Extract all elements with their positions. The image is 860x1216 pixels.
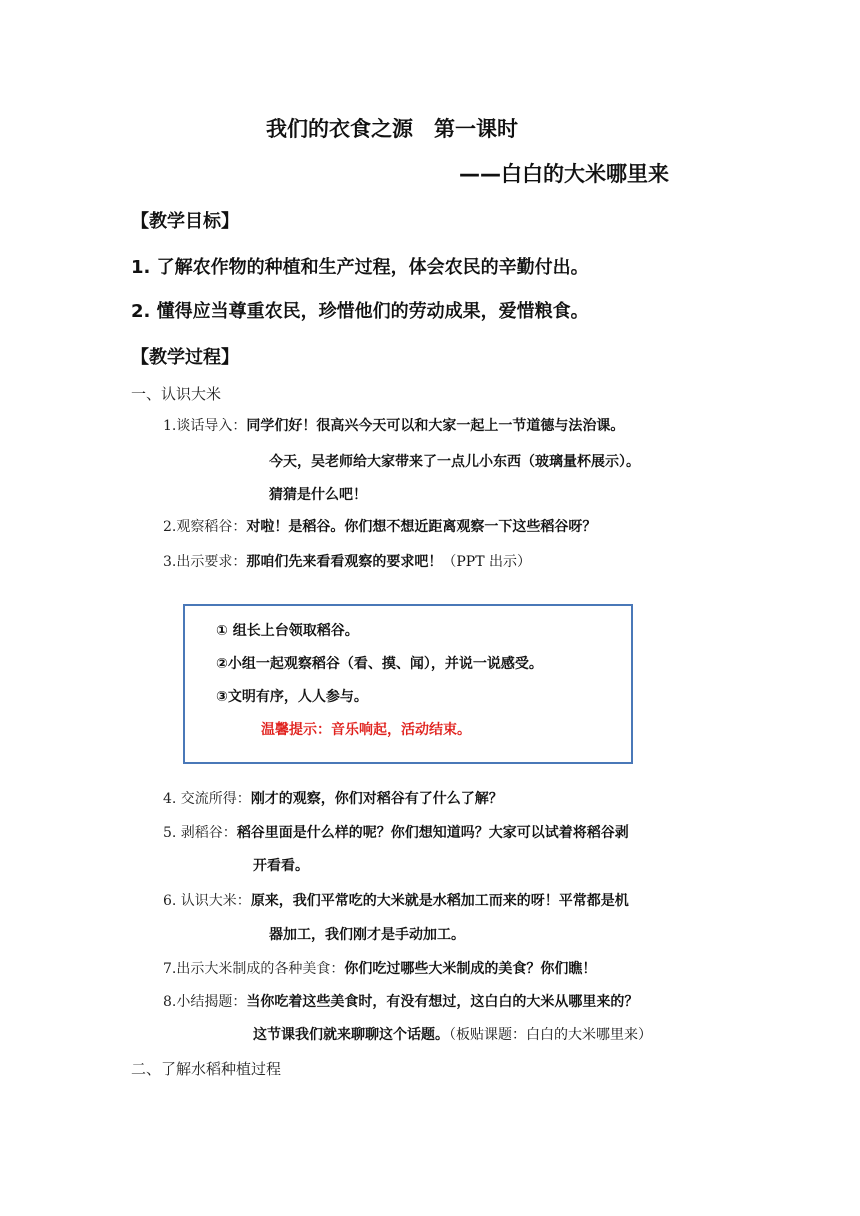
requirement-3: ③文明有序，人人参与。 [216, 689, 368, 705]
step-label: 4. 交流所得： [163, 791, 251, 807]
step-text: 那咱们先来看看观察的要求吧！ [246, 554, 443, 570]
step-text: 你们吃过哪些大米制成的美食？你们瞧！ [344, 961, 597, 977]
step-2 [163, 516, 596, 536]
process-heading: 【教学过程】 [131, 347, 239, 368]
step-5 [163, 822, 629, 842]
step-text: 稻谷里面是什么样的呢？你们想知道吗？大家可以试着将稻谷剥 [236, 825, 629, 841]
step-label: 8.小结揭题： [163, 994, 247, 1010]
goal-item-1: 1. 了解农作物的种植和生产过程，体会农民的辛勤付出。 [131, 257, 589, 278]
step-8 [163, 991, 638, 1011]
step-label: 3.出示要求： [163, 554, 247, 570]
requirement-1: ① 组长上台领取稻谷。 [216, 623, 359, 639]
step-6 [163, 890, 629, 910]
step-5-line-2: 开看看。 [253, 858, 309, 874]
step-8-line-2 [253, 1024, 652, 1044]
document-subtitle: ——白白的大米哪里来 [459, 162, 669, 186]
requirement-2: ②小组一起观察稻谷（看、摸、闻），并说一说感受。 [216, 656, 543, 672]
step-note: （PPT 出示） [442, 554, 531, 570]
step-label: 5. 剥稻谷： [163, 825, 237, 841]
step-1 [163, 415, 624, 435]
step-text: 刚才的观察，你们对稻谷有了什么了解？ [250, 791, 503, 807]
step-note: （板贴课题：白白的大米哪里来） [449, 1027, 652, 1043]
step-7 [163, 958, 596, 978]
step-text: 原来，我们平常吃的大米就是水稻加工而来的呀！平常都是机 [250, 893, 629, 909]
section-heading-2: 二、了解水稻种植过程 [131, 1060, 282, 1078]
step-label: 2.观察稻谷： [163, 519, 247, 535]
step-text: 对啦！是稻谷。你们想不想近距离观察一下这些稻谷呀？ [246, 519, 597, 535]
step-text: 这节课我们就来聊聊这个话题。 [253, 1027, 449, 1043]
section-heading-1: 一、认识大米 [131, 385, 222, 403]
warm-tip: 温馨提示：音乐响起，活动结束。 [261, 722, 471, 738]
step-text: 当你吃着这些美食时，有没有想过，这白白的大米从哪里来的？ [246, 994, 639, 1010]
step-label: 6. 认识大米： [163, 893, 251, 909]
step-label: 7.出示大米制成的各种美食： [163, 961, 345, 977]
step-3 [163, 551, 531, 571]
goal-item-2: 2. 懂得应当尊重农民，珍惜他们的劳动成果，爱惜粮食。 [131, 301, 589, 322]
step-6-line-2: 器加工，我们刚才是手动加工。 [269, 927, 465, 943]
step-text: 同学们好！很高兴今天可以和大家一起上一节道德与法治课。 [246, 418, 625, 434]
step-1-line-2: 今天，吴老师给大家带来了一点儿小东西（玻璃量杯展示）。 [269, 454, 640, 470]
document-title: 我们的衣食之源 第一课时 [266, 117, 518, 141]
step-4 [163, 788, 503, 808]
step-label: 1.谈话导入： [163, 418, 247, 434]
goals-heading: 【教学目标】 [131, 211, 239, 232]
step-1-line-3: 猜猜是什么吧！ [269, 487, 367, 503]
